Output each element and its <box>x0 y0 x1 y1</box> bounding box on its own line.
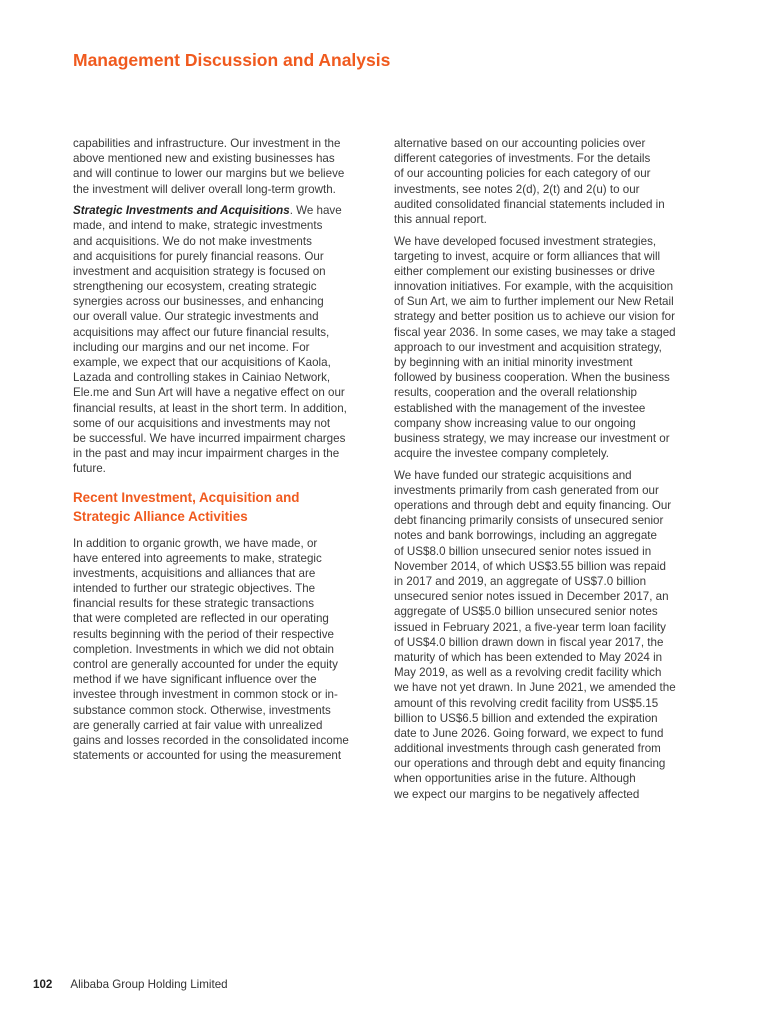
text-line: innovation initiatives. For example, with the acquisition <box>394 280 674 294</box>
text-line: financial results for these strategic transactions <box>73 597 315 611</box>
text-line: that were completed are reflected in our operating <box>73 612 329 626</box>
text-line: have entered into agreements to make, strategic <box>73 551 322 565</box>
text-line: May 2019, as well as a revolving credit facility which <box>394 666 662 680</box>
right-column <box>394 136 699 808</box>
text-line: intended to further our strategic objectives. The <box>73 582 316 596</box>
text-line: audited consolidated financial statements included in <box>394 197 665 211</box>
text-line: established with the management of the investee <box>394 401 646 415</box>
text-line: when opportunities arise in the future. Although <box>394 772 636 786</box>
text-line: approach to our investment and acquisition strategy, <box>394 340 662 354</box>
text-line: of our accounting policies for each category of our <box>394 167 651 181</box>
text-line: gains and losses recorded in the consolidated income <box>73 733 349 747</box>
paragraph-funding <box>394 468 699 802</box>
text-line: by beginning with an initial minority investment <box>394 356 633 370</box>
text-line: of US$4.0 billion drawn down in fiscal year 2017, the <box>394 635 664 649</box>
text-line: company show increasing value to our ongoing <box>394 416 636 430</box>
text-line: example, we expect that our acquisitions of Kaola, <box>73 356 331 370</box>
text-line: the investment will deliver overall long-term growth. <box>73 182 336 196</box>
text-line: this annual report. <box>394 212 487 226</box>
text-line: Ele.me and Sun Art will have a negative effect on our <box>73 386 345 400</box>
text-line: amount of this revolving credit facility from US$5.15 <box>394 696 659 710</box>
text-line: November 2014, of which US$3.55 billion was repaid <box>394 559 666 573</box>
text-line: operations and through debt and equity financing. Our <box>394 499 672 513</box>
text-line: and acquisitions. We do not make investments <box>73 234 312 248</box>
company-name: Alibaba Group Holding Limited <box>70 978 228 991</box>
text-fragment: . We have <box>289 204 342 218</box>
paragraph-infrastructure <box>73 136 373 197</box>
text-line: be successful. We have incurred impairment charges <box>73 431 346 445</box>
text-line: statements or accounted for using the measurement <box>73 749 342 763</box>
text-line: followed by business cooperation. When the business <box>394 371 670 385</box>
text-line: method if we have significant influence over the <box>73 673 317 687</box>
text-line: in 2017 and 2019, an aggregate of US$7.0 billion <box>394 575 647 589</box>
text-line: different categories of investments. For the details <box>394 152 651 166</box>
text-line: capabilities and infrastructure. Our investment in the <box>73 137 341 150</box>
text-line: synergies across our businesses, and enhancing <box>73 295 324 309</box>
text-line: unsecured senior notes issued in December 2017, an <box>394 590 669 604</box>
text-line: notes and bank borrowings, including an aggregate <box>394 529 657 543</box>
text-line: business strategy, we may increase our investment or <box>394 431 670 445</box>
text-line: additional investments through cash generated from <box>394 742 661 756</box>
text-line: investments, acquisitions and alliances that are <box>73 566 316 580</box>
text-line: our overall value. Our strategic investments and <box>73 310 319 324</box>
text-line: of Sun Art, we aim to further implement our New Retail <box>394 295 674 309</box>
text-line: investments primarily from cash generated from our <box>394 483 659 497</box>
text-line: our operations and through debt and equity financing <box>394 757 666 771</box>
text-line: future. <box>73 462 106 476</box>
text-line: made, and intend to make, strategic investments <box>73 219 323 233</box>
text-line: and will continue to lower our margins but we believe <box>73 167 345 181</box>
text-line: billion to US$6.5 billion and extended the expiration <box>394 711 658 725</box>
text-line: debt financing primarily consists of unsecured senior <box>394 514 664 528</box>
text-line: including our margins and our net income. For <box>73 340 310 354</box>
paragraph-strategic-investments <box>73 203 373 476</box>
paragraph-accounting-policies <box>394 136 699 227</box>
text-line: targeting to invest, acquire or form alliances that will <box>394 249 661 263</box>
text-line: in the past and may incur impairment charges in the <box>73 447 340 461</box>
text-line: strengthening our ecosystem, creating strategic <box>73 280 317 294</box>
page-footer <box>33 978 228 991</box>
text-line: completion. Investments in which we did not obtain <box>73 642 335 656</box>
text-line <box>73 203 373 218</box>
text-line: we expect our margins to be negatively affected <box>394 787 640 801</box>
text-line: results beginning with the period of their respective <box>73 627 335 641</box>
section-heading <box>73 488 373 527</box>
text-line: strategy and better position us to achieve our vision for <box>394 310 675 324</box>
text-line: above mentioned new and existing businesses has <box>73 152 335 166</box>
paragraph-investment-strategies <box>394 234 699 462</box>
section-heading-line: Recent Investment, Acquisition and <box>73 489 300 505</box>
text-line: are generally carried at fair value with unrealized <box>73 718 323 732</box>
text-line: We have funded our strategic acquisitions and <box>394 468 632 482</box>
text-line: and acquisitions for purely financial reasons. Our <box>73 249 324 263</box>
page-title: Management Discussion and Analysis <box>73 50 391 70</box>
text-line: results, cooperation and the overall relationship <box>394 386 637 400</box>
section-heading-line: Strategic Alliance Activities <box>73 509 248 525</box>
text-line: some of our acquisitions and investments may not <box>73 416 331 430</box>
text-line: date to June 2026. Going forward, we expect to fund <box>394 726 664 740</box>
text-line: We have developed focused investment strategies, <box>394 234 657 248</box>
text-line: In addition to organic growth, we have made, or <box>73 536 318 550</box>
text-line: investment and acquisition strategy is focused on <box>73 264 326 278</box>
text-line: acquire the investee company completely. <box>394 447 610 461</box>
text-line: aggregate of US$5.0 billion unsecured senior notes <box>394 605 658 619</box>
text-line: control are generally accounted for under the equity <box>73 658 338 672</box>
text-line: issued in February 2021, a five-year term loan facility <box>394 620 666 634</box>
text-line: we have not yet drawn. In June 2021, we amended the <box>394 681 676 695</box>
text-line: financial results, at least in the short term. In addition, <box>73 401 347 415</box>
text-line: of US$8.0 billion unsecured senior notes issued in <box>394 544 652 558</box>
left-column <box>73 136 373 770</box>
text-line: fiscal year 2036. In some cases, we may take a staged <box>394 325 676 339</box>
text-line: acquisitions may affect our future financial results, <box>73 325 330 339</box>
text-line: investee through investment in common stock or in- <box>73 688 338 702</box>
paragraph-lead-in: Strategic Investments and Acquisitions <box>73 204 290 218</box>
text-line: either complement our existing businesses or drive <box>394 264 655 278</box>
paragraph-organic-growth <box>73 536 373 764</box>
text-line: substance common stock. Otherwise, investments <box>73 703 331 717</box>
text-line: investments, see notes 2(d), 2(t) and 2(u) to our <box>394 182 640 196</box>
text-line: alternative based on our accounting policies over <box>394 137 646 150</box>
text-line: maturity of which has been extended to May 2024 in <box>394 650 663 664</box>
text-line: Lazada and controlling stakes in Cainiao Network, <box>73 371 331 385</box>
page-number: 102 <box>33 978 53 991</box>
